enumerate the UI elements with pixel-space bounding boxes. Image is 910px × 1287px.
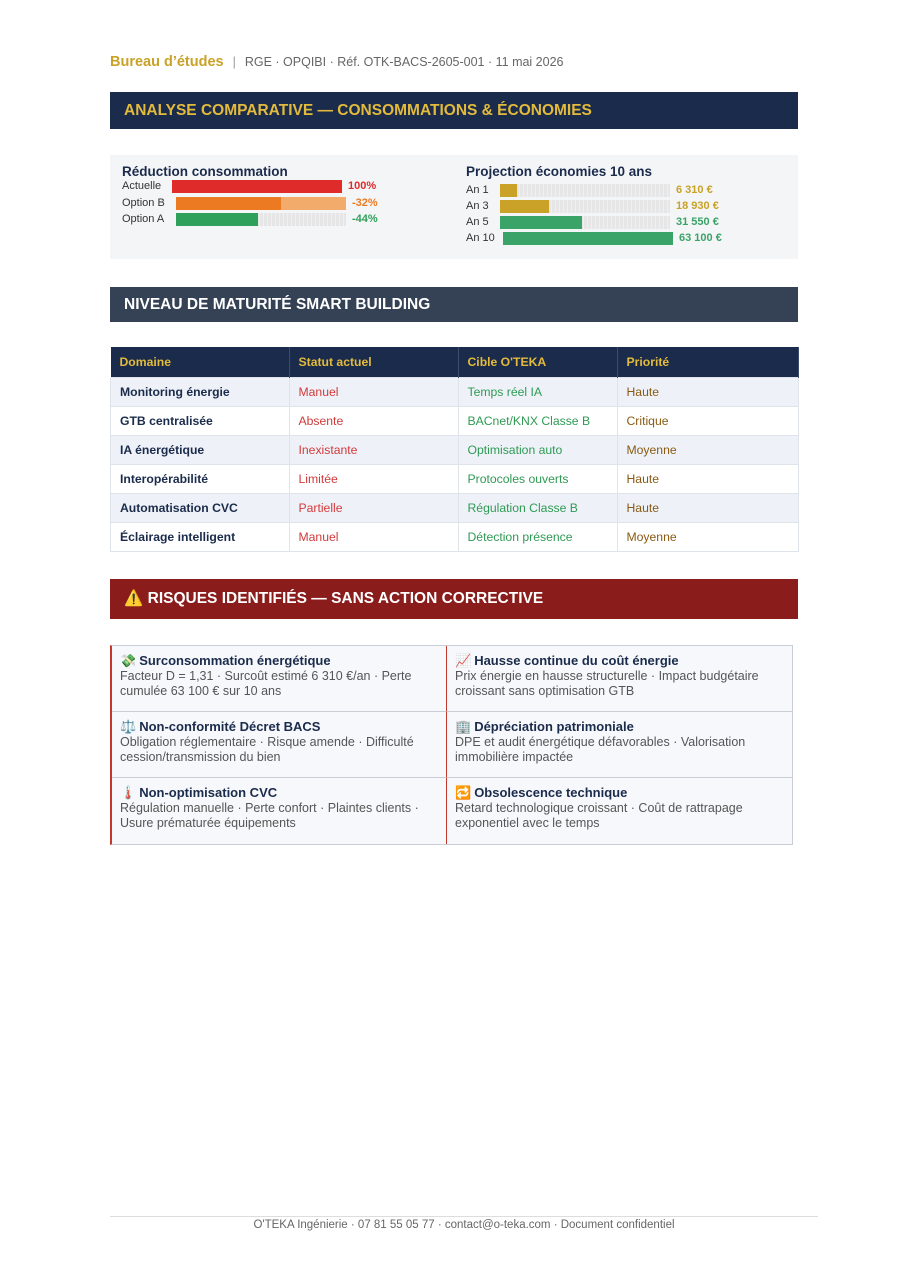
- bar-track: [503, 232, 673, 245]
- bar-row: [466, 184, 786, 198]
- section-title-analysis-text: ANALYSE COMPARATIVE — CONSOMMATIONS & ÉCONOMIES: [124, 102, 592, 119]
- charts-panel: [110, 155, 798, 259]
- bar-value: 100%: [348, 180, 377, 192]
- col-header-priority: Priorité: [617, 347, 799, 378]
- bar-fill: [503, 232, 673, 245]
- risk-description: DPE et audit énergétique défavorables · Valorisation immobilière impactée: [455, 735, 746, 764]
- risk-card: [112, 646, 446, 712]
- risk-title: Surconsommation énergétique: [139, 653, 331, 668]
- bar-value: 63 100 €: [679, 232, 722, 244]
- bar-value: 31 550 €: [676, 216, 719, 228]
- bar-row: [122, 197, 422, 211]
- risk-title: Obsolescence technique: [474, 785, 628, 800]
- cell-status: Partielle: [289, 494, 458, 523]
- bar-label: An 10: [466, 232, 495, 244]
- brand-name: Bureau d’études: [110, 54, 224, 70]
- risk-card: [446, 778, 792, 844]
- bar-row: [122, 180, 422, 194]
- bar-fill: [500, 200, 549, 213]
- savings-chart-title: Projection économies 10 ans: [466, 164, 653, 179]
- bar-label: Option A: [122, 213, 165, 225]
- cell-target: Optimisation auto: [458, 436, 617, 465]
- risk-card: [446, 646, 792, 712]
- warning-icon: ⚠️: [124, 590, 144, 607]
- risk-description: Régulation manuelle · Perte confort · Plaintes clients · Usure prématurée équipements: [120, 801, 419, 830]
- cell-priority: Moyenne: [617, 523, 799, 552]
- cell-status: Manuel: [289, 523, 458, 552]
- risk-title: Non-conformité Décret BACS: [139, 719, 321, 734]
- table-header-row: [111, 347, 799, 378]
- section-title-maturity: [110, 287, 798, 322]
- bar-value: -32%: [352, 196, 378, 209]
- cell-domain: GTB centralisée: [111, 407, 290, 436]
- bar-fill: [176, 197, 281, 210]
- risk-description: Retard technologique croissant · Coût de rattrapage exponentiel avec le temps: [455, 801, 743, 830]
- cell-domain: Éclairage intelligent: [111, 523, 290, 552]
- bar-row: [466, 232, 786, 246]
- header-separator: |: [232, 55, 236, 69]
- risk-title: Hausse continue du coût énergie: [474, 653, 679, 668]
- risk-card: [112, 778, 446, 844]
- section-title-analysis: [110, 92, 798, 129]
- money-flying-icon: 💸: [120, 653, 137, 668]
- bar-track: [176, 213, 346, 226]
- cell-domain: Monitoring énergie: [111, 378, 290, 407]
- bar-fill: [500, 216, 582, 229]
- cell-priority: Moyenne: [617, 436, 799, 465]
- risk-card: [446, 712, 792, 778]
- col-header-domain: Domaine: [111, 347, 290, 378]
- cell-target: Régulation Classe B: [458, 494, 617, 523]
- risk-description: Obligation réglementaire · Risque amende · Difficulté cession/transmission du bien: [120, 735, 414, 764]
- risks-grid: [110, 645, 793, 845]
- section-title-risks: [110, 579, 798, 619]
- bar-track: [500, 184, 670, 197]
- bar-track: [176, 197, 346, 210]
- table-row: [111, 494, 799, 523]
- bar-track: [172, 180, 342, 193]
- risk-card: [112, 712, 446, 778]
- repeat-arrows-icon: 🔁: [455, 785, 472, 800]
- cell-status: Inexistante: [289, 436, 458, 465]
- risk-title: Dépréciation patrimoniale: [474, 719, 634, 734]
- col-header-target: Cible O'TEKA: [458, 347, 617, 378]
- maturity-table: [110, 347, 799, 552]
- office-building-icon: 🏢: [455, 719, 472, 734]
- cell-priority: Haute: [617, 378, 799, 407]
- risk-description: Prix énergie en hausse structurelle · Impact budgétaire croissant sans optimisation GTB: [455, 669, 759, 698]
- cell-target: Temps réel IA: [458, 378, 617, 407]
- cell-priority: Critique: [617, 407, 799, 436]
- footer-text: O'TEKA Ingénierie · 07 81 55 05 77 · contact@o-teka.com · Document confidentiel: [253, 1219, 675, 1231]
- risk-title: Non-optimisation CVC: [139, 785, 278, 800]
- cell-domain: Automatisation CVC: [111, 494, 290, 523]
- col-header-status: Statut actuel: [289, 347, 458, 378]
- bar-fill: [500, 184, 517, 197]
- cell-priority: Haute: [617, 465, 799, 494]
- cell-status: Manuel: [289, 378, 458, 407]
- document-header: [110, 54, 564, 70]
- table-row: [111, 378, 799, 407]
- bar-reduction-segment: [281, 197, 346, 210]
- bar-fill: [176, 213, 258, 226]
- cell-target: Détection présence: [458, 523, 617, 552]
- cell-domain: IA énergétique: [111, 436, 290, 465]
- bar-value: 18 930 €: [676, 200, 719, 212]
- section-title-maturity-text: NIVEAU DE MATURITÉ SMART BUILDING: [124, 296, 431, 313]
- cell-target: BACnet/KNX Classe B: [458, 407, 617, 436]
- table-row: [111, 523, 799, 552]
- bar-label: Actuelle: [122, 180, 162, 192]
- cell-status: Limitée: [289, 465, 458, 494]
- risk-description: Facteur D = 1,31 · Surcoût estimé 6 310 €/an · Perte cumulée 63 100 € sur 10 ans: [120, 669, 412, 698]
- chart-increasing-icon: 📈: [455, 653, 472, 668]
- section-title-risks-text: RISQUES IDENTIFIÉS — SANS ACTION CORRECTIVE: [147, 590, 544, 607]
- bar-track: [500, 200, 670, 213]
- bar-label: An 1: [466, 184, 489, 196]
- table-row: [111, 407, 799, 436]
- bar-row: [122, 213, 422, 227]
- bar-label: An 5: [466, 216, 489, 228]
- bar-row: [466, 200, 786, 214]
- cell-priority: Haute: [617, 494, 799, 523]
- table-row: [111, 436, 799, 465]
- bar-label: An 3: [466, 200, 489, 212]
- bar-value: -44%: [352, 213, 378, 225]
- bar-label: Option B: [122, 196, 165, 209]
- consumption-chart-title: Réduction consommation: [122, 164, 288, 179]
- cell-target: Protocoles ouverts: [458, 465, 617, 494]
- bar-value: 6 310 €: [676, 184, 713, 196]
- cell-domain: Interopérabilité: [111, 465, 290, 494]
- bar-track: [500, 216, 670, 229]
- bar-row: [466, 216, 786, 230]
- balance-scale-icon: ⚖️: [120, 719, 137, 734]
- table-row: [111, 465, 799, 494]
- header-meta: RGE · OPQIBI · Réf. OTK-BACS-2605-001 · 11 mai 2026: [244, 55, 564, 69]
- bar-fill: [172, 180, 342, 193]
- page-footer: [110, 1216, 818, 1231]
- thermometer-icon: 🌡️: [120, 785, 137, 800]
- cell-status: Absente: [289, 407, 458, 436]
